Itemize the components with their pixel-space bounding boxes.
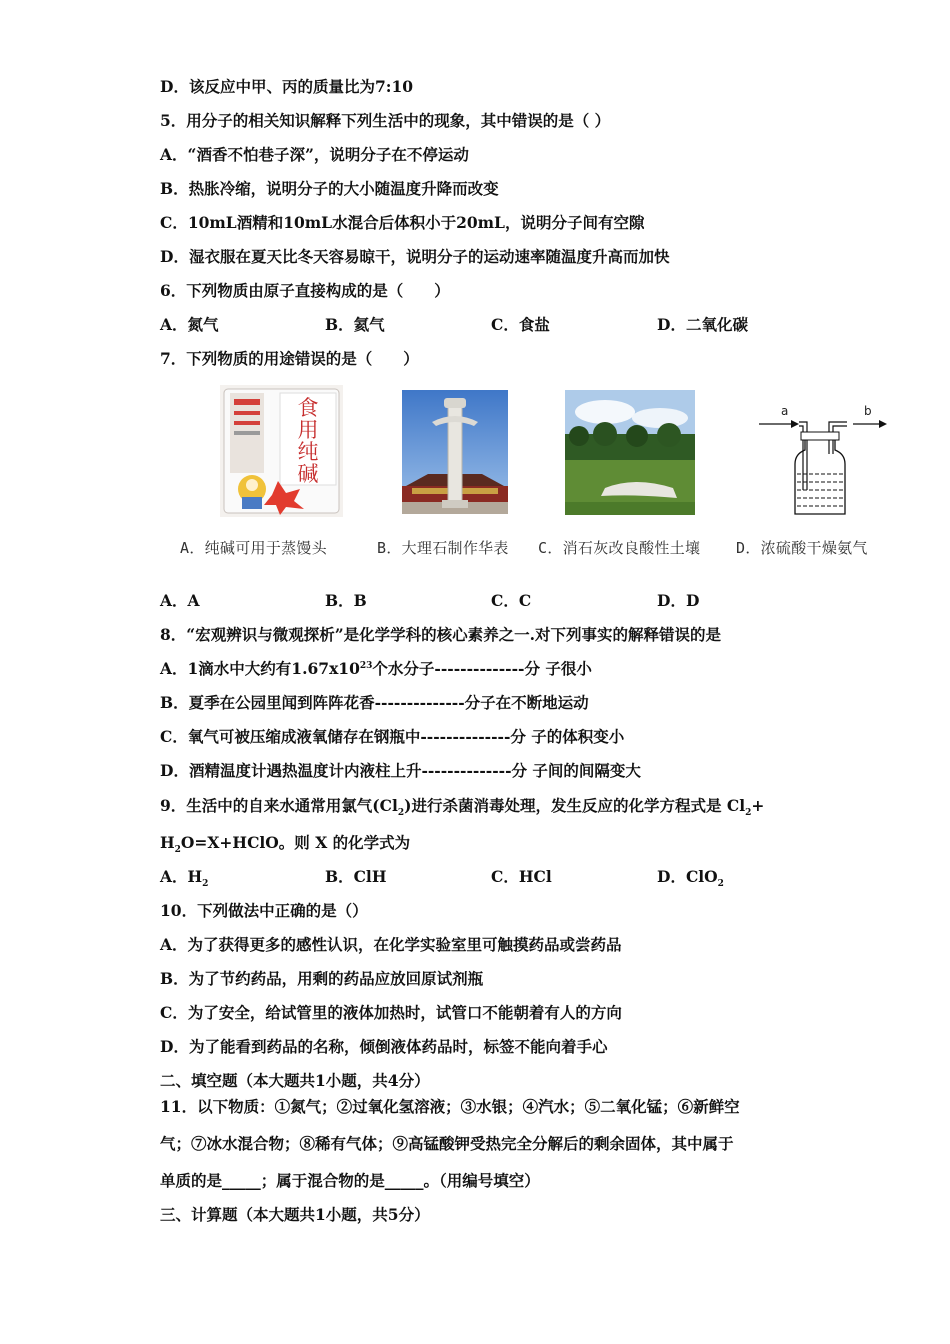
q9-option-c: C．HCl [491, 867, 552, 886]
q5-option-d: D．湿衣服在夏天比冬天容易晾干，说明分子的运动速率随温度升高而加快 [160, 247, 670, 266]
q5-option-c: C．10mL酒精和10mL水混合后体积小于20mL，说明分子间有空隙 [160, 213, 645, 232]
soda-bag-image [220, 385, 343, 517]
q7-option-a: A．A [160, 591, 200, 610]
q8-stem: 8．“宏观辨识与微观探析”是化学学科的核心素养之一.对下列事实的解释错误的是 [160, 625, 722, 644]
q8-option-a-exp: 23 [359, 660, 373, 671]
q6-option-c: C．食盐 [491, 315, 550, 334]
q9-stem1-sub: 2 [397, 808, 405, 819]
section-2-heading: 二、填空题（本大题共1小题，共4分） [160, 1071, 430, 1090]
bag-char-3: 纯 [297, 440, 319, 464]
bag-char-2: 用 [297, 418, 319, 442]
q11-line2: 气；⑦冰水混合物；⑧稀有气体；⑨高锰酸钾受热完全分解后的剩余固体，其中属于 [160, 1134, 734, 1153]
q4-option-d: D．该反应中甲、丙的质量比为7:10 [160, 77, 414, 96]
q5-stem: 5．用分子的相关知识解释下列生活中的现象，其中错误的是（ ） [160, 111, 611, 130]
q10-option-c: C．为了安全，给试管里的液体加热时，试管口不能朝着有人的方向 [160, 1003, 622, 1022]
q9-stem2-post: O=X+HClO。则 X 的化学式为 [180, 833, 411, 852]
q9-option-a-sub: 2 [202, 879, 209, 890]
q8-option-c: C．氧气可被压缩成液氧储存在钢瓶中--------------分 子的体积变小 [160, 727, 625, 746]
arrow-label-b: b [864, 404, 872, 418]
q11-line1: 11．以下物质：①氮气；②过氧化氢溶液；③水银；④汽水；⑤二氧化锰；⑥新鲜空 [160, 1097, 740, 1116]
q8-option-a [160, 659, 592, 679]
q9-option-d [657, 867, 724, 890]
field-image [565, 390, 695, 515]
q6-option-b: B．氦气 [325, 315, 385, 334]
gas-bottle-diagram [757, 404, 887, 520]
bag-char-1: 食 [297, 396, 319, 420]
q7-caption-a: A．纯碱可用于蒸馒头 [180, 539, 328, 557]
q11-line3: 单质的是_____；属于混合物的是_____。（用编号填空） [160, 1171, 540, 1190]
q9-stem-line2 [160, 833, 411, 856]
q9-stem1-post: )进行杀菌消毒处理，发生反应的化学方程式是 Cl [404, 796, 746, 815]
q9-stem-line1 [160, 796, 765, 819]
q8-option-a-post: 个水分子--------------分 子很小 [372, 659, 592, 678]
q9-option-a-pre: A．H [160, 867, 203, 886]
q10-option-b: B．为了节约药品，用剩的药品应放回原试剂瓶 [160, 969, 484, 988]
q8-option-b: B．夏季在公园里闻到阵阵花香--------------分子在不断地运动 [160, 693, 589, 712]
q10-option-d: D．为了能看到药品的名称，倾倒液体药品时，标签不能向着手心 [160, 1037, 608, 1056]
q9-option-b: B．ClH [325, 867, 387, 886]
q9-option-d-pre: D．ClO [657, 867, 718, 886]
q9-option-d-sub: 2 [717, 879, 724, 890]
q9-stem1-sub2: 2 [745, 808, 752, 819]
q6-option-a: A．氮气 [160, 315, 219, 334]
q7-caption-d: D．浓硫酸干燥氨气 [736, 539, 868, 557]
q8-option-d: D．酒精温度计遇热温度计内液柱上升--------------分 子间的间隔变大 [160, 761, 641, 780]
arrow-label-a: a [781, 404, 789, 418]
q9-stem2-sub: 2 [174, 845, 181, 856]
q7-option-c: C．C [491, 591, 532, 610]
q9-stem1-end: + [751, 796, 765, 815]
q5-option-b: B．热胀冷缩，说明分子的大小随温度升降而改变 [160, 179, 499, 198]
q7-option-b: B．B [325, 591, 367, 610]
q7-caption-b: B．大理石制作华表 [377, 539, 509, 557]
q7-stem: 7．下列物质的用途错误的是（ ） [160, 349, 419, 368]
q10-option-a: A．为了获得更多的感性认识，在化学实验室里可触摸药品或尝药品 [160, 935, 622, 954]
q5-option-a: A．“酒香不怕巷子深”，说明分子在不停运动 [160, 145, 469, 164]
q10-stem: 10．下列做法中正确的是（） [160, 901, 368, 920]
huabiao-image [402, 390, 508, 514]
section-3-heading: 三、计算题（本大题共1小题，共5分） [160, 1205, 430, 1224]
q9-stem1-pre: 9．生活中的自来水通常用氯气(Cl [160, 796, 398, 815]
q6-option-d: D．二氧化碳 [657, 315, 748, 334]
q8-option-a-pre: A．1滴水中大约有1.67x10 [160, 659, 360, 678]
bag-char-4: 碱 [297, 462, 319, 486]
q9-stem2-pre: H [160, 833, 175, 852]
q9-option-a [160, 867, 209, 890]
q6-stem: 6．下列物质由原子直接构成的是（ ） [160, 281, 450, 300]
q7-option-d: D．D [657, 591, 700, 610]
q7-caption-c: C．消石灰改良酸性土壤 [538, 539, 701, 557]
